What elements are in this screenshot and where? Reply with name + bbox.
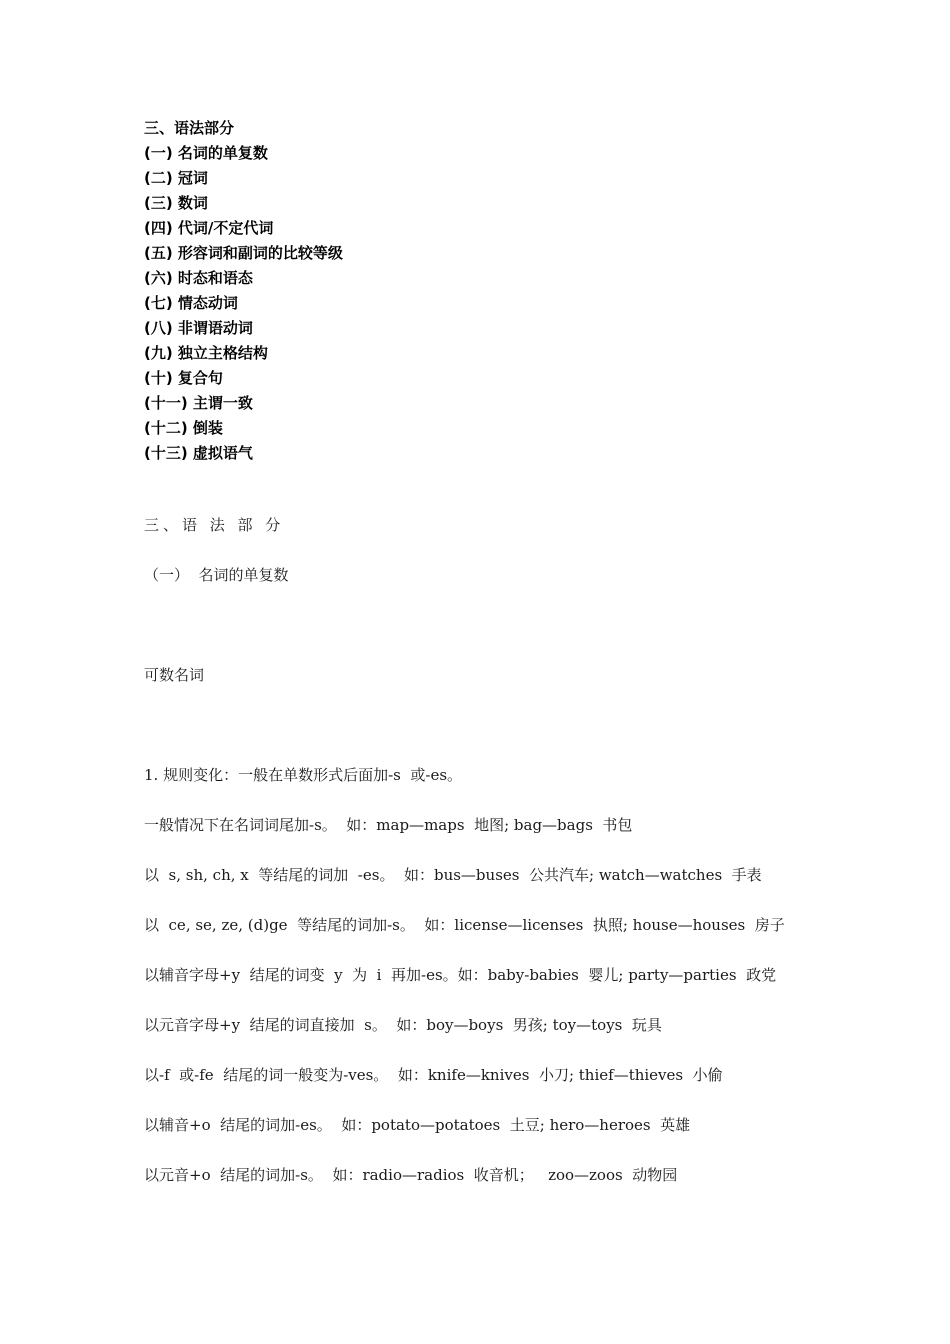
- table-of-contents: [144, 116, 844, 466]
- rule-line: 以元音字母+y 结尾的词直接加 s。 如：boy—boys 男孩; toy—toys 玩具: [144, 1016, 662, 1034]
- toc-item: (八) 非谓语动词: [144, 319, 253, 337]
- rule-line: 以辅音字母+y 结尾的词变 y 为 i 再加-es。如：baby-babies 婴儿; party—parties 政党: [144, 966, 777, 984]
- toc-item: (十) 复合句: [144, 369, 223, 387]
- rule-line: 以-f 或-fe 结尾的词一般变为-ves。 如：knife—knives 小刀; thief—thieves 小偷: [144, 1066, 723, 1084]
- toc-item: (一) 名词的单复数: [144, 144, 268, 162]
- rule-line: 一般情况下在名词词尾加-s。 如：map—maps 地图; bag—bags 书包: [144, 816, 633, 834]
- rule-line: 以 s, sh, ch, x 等结尾的词加 -es。 如：bus—buses 公共汽车; watch—watches 手表: [144, 866, 762, 884]
- toc-heading: 三、语法部分: [144, 119, 235, 137]
- toc-item: (六) 时态和语态: [144, 269, 253, 287]
- toc-item: (三) 数词: [144, 194, 208, 212]
- toc-item: (五) 形容词和副词的比较等级: [144, 244, 343, 262]
- countable-nouns-label: 可数名词: [144, 666, 205, 684]
- toc-item: (七) 情态动词: [144, 294, 238, 312]
- rule-line: 以元音+o 结尾的词加-s。 如：radio—radios 收音机； zoo—zoos 动物园: [144, 1166, 678, 1184]
- toc-item: (二) 冠词: [144, 169, 208, 187]
- rule-line: 1. 规则变化：一般在单数形式后面加-s 或-es。: [144, 766, 463, 784]
- toc-item: (四) 代词/不定代词: [144, 219, 274, 237]
- rule-line: 以辅音+o 结尾的词加-es。 如：potato—potatoes 土豆; hero—heroes 英雄: [144, 1116, 691, 1134]
- toc-item: (十一) 主谓一致: [144, 394, 253, 412]
- toc-item: (十三) 虚拟语气: [144, 444, 253, 462]
- toc-item: (九) 独立主格结构: [144, 344, 268, 362]
- section-title: 三、语 法 部 分: [144, 516, 285, 534]
- subsection-title: （一） 名词的单复数: [144, 566, 289, 584]
- rule-line: 以 ce, se, ze, (d)ge 等结尾的词加-s。 如：license—licenses 执照; house—houses 房子: [144, 916, 785, 934]
- toc-item: (十二) 倒装: [144, 419, 223, 437]
